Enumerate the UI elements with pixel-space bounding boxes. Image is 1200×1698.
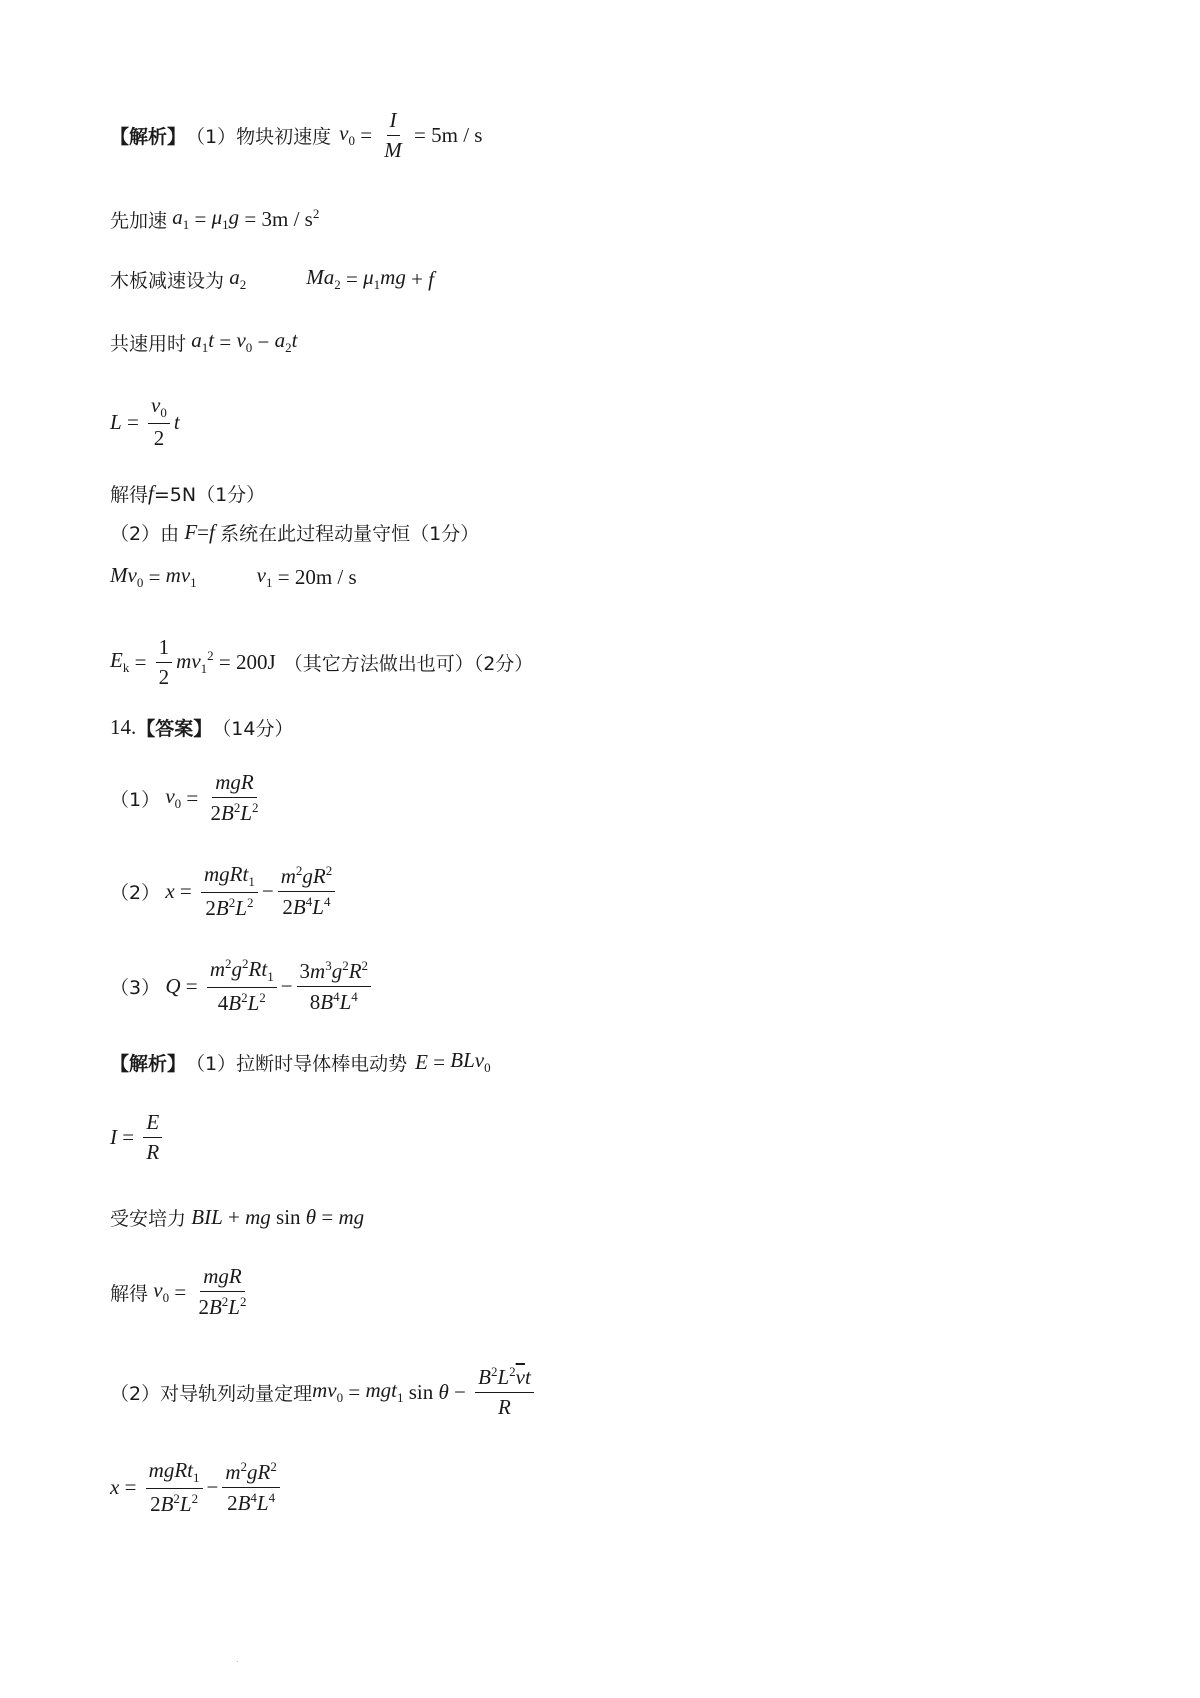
fraction-half: $\frac{1}{2}$ xyxy=(156,635,173,690)
v0-value: 5m / s xyxy=(431,123,483,147)
footer-dot: . xyxy=(236,1654,239,1665)
answer-3: （3） Q = $\frac{m^2g^2Rt_1}{4B^2L^2}$ − $\frac{3m^3g^2R^2}{8B^4L^4}$ xyxy=(110,956,375,1016)
accel-text: 先加速 xyxy=(110,209,168,232)
solution-line-momentum: $Mv_0$ = $mv_1$ $v_1$ = 20m / s xyxy=(110,563,357,591)
fraction-v0-over-2: $\frac{v_0}{2}$ xyxy=(148,393,170,451)
solution-line-L: L = $\frac{v_0}{2}$ t xyxy=(110,393,180,451)
answer-1-label: （1） xyxy=(110,788,161,811)
solution-line-Ek: $E_k$ = $\frac{1}{2}$ $mv_1^2$ = 200J （其它方法做出也可）（2分） xyxy=(110,635,534,689)
v1-value: 20m / s xyxy=(294,564,357,589)
solution-line-a1: 先加速 $a_1$ = $\mu_1g$ = 3m / s $^2$ xyxy=(110,205,320,233)
solution2-line-v0: 解得 $v_0$ = $\frac{\text{mgR}}{2B^2L^2}$ xyxy=(110,1264,247,1319)
part2-intro-a: （2）由 xyxy=(110,523,180,545)
result-text: 解得 xyxy=(110,484,149,506)
part1-text: （1）物块初速度 xyxy=(186,126,332,148)
solution-line-common-speed: 共速用时 $a_1t$ = $v_0$ − $a_2t$ xyxy=(110,328,298,356)
solution2-line-current: I = $\frac{E}{R}$ xyxy=(110,1110,166,1165)
part2-intro-b: 系统在此过程动量守恒（1分） xyxy=(220,523,480,545)
solve-text: 解得 xyxy=(110,1282,149,1305)
common-text: 共速用时 xyxy=(110,332,187,355)
answer-3-label: （3） xyxy=(110,976,161,999)
fraction-I-over-M: $\frac{I}{M}$ xyxy=(384,108,402,162)
q14-number: 14. xyxy=(110,715,137,739)
question-14-header xyxy=(110,714,293,741)
q14-score: （14分） xyxy=(212,718,294,740)
solution-line-part2: （2）由 F = f 系统在此过程动量守恒（1分） xyxy=(110,520,480,545)
solution2-line-emf: 【解析】 （1）拉断时导体棒电动势 E = BLv$_0$ xyxy=(110,1048,491,1076)
solution2-line-impulse: （2）对导轨列动量定理 $mv_0$ = mgt$_1$ sin θ − $\frac{B^2L^2\overline{v}t}{R}$ xyxy=(110,1364,538,1420)
a1-value: 3m / s xyxy=(261,206,313,231)
answer-1: （1） $v_0$ = $\frac{\text{mgR}}{2B^2L^2}$ xyxy=(110,770,259,825)
analysis-label-2: 【解析】 xyxy=(110,1052,187,1075)
eq-v0: $v_0$ xyxy=(339,121,355,149)
answer-2-label: （2） xyxy=(110,882,161,905)
ek-value: 200J xyxy=(236,650,276,674)
solution2-line-x: x = $\frac{mgRt_1}{2B^2L^2}$ − $\frac{m^2gR^2}{2B^4L^4}$ xyxy=(110,1458,284,1517)
answer-label: 【答案】 xyxy=(136,718,213,740)
ek-note: （其它方法做出也可）（2分） xyxy=(283,653,534,675)
result-value: =5N（1分） xyxy=(153,484,266,506)
solution2-line-force: 受安培力 BIL + mg sin θ = mg xyxy=(110,1205,365,1230)
emf-text: （1）拉断时导体棒电动势 xyxy=(186,1052,408,1075)
solution-line-v0: 【解析】 （1）物块初速度 $v_0$ = $\frac{I}{M}$ = 5m / s xyxy=(110,108,483,162)
analysis-label: 【解析】 xyxy=(110,126,187,148)
board-text: 木板减速设为 xyxy=(110,269,225,292)
impulse-text: （2）对导轨列动量定理 xyxy=(110,1382,313,1405)
solution-line-f: 解得 f =5N（1分） xyxy=(110,481,266,506)
force-text: 受安培力 xyxy=(110,1208,187,1230)
solution-line-a2: 木板减速设为 $a_2$ $Ma_2$ = $\mu_1mg$ + f xyxy=(110,265,435,293)
answer-2: （2） x = $\frac{mgRt_1}{2B^2L^2}$ − $\frac{m^2gR^2}{2B^4L^4}$ xyxy=(110,862,339,921)
